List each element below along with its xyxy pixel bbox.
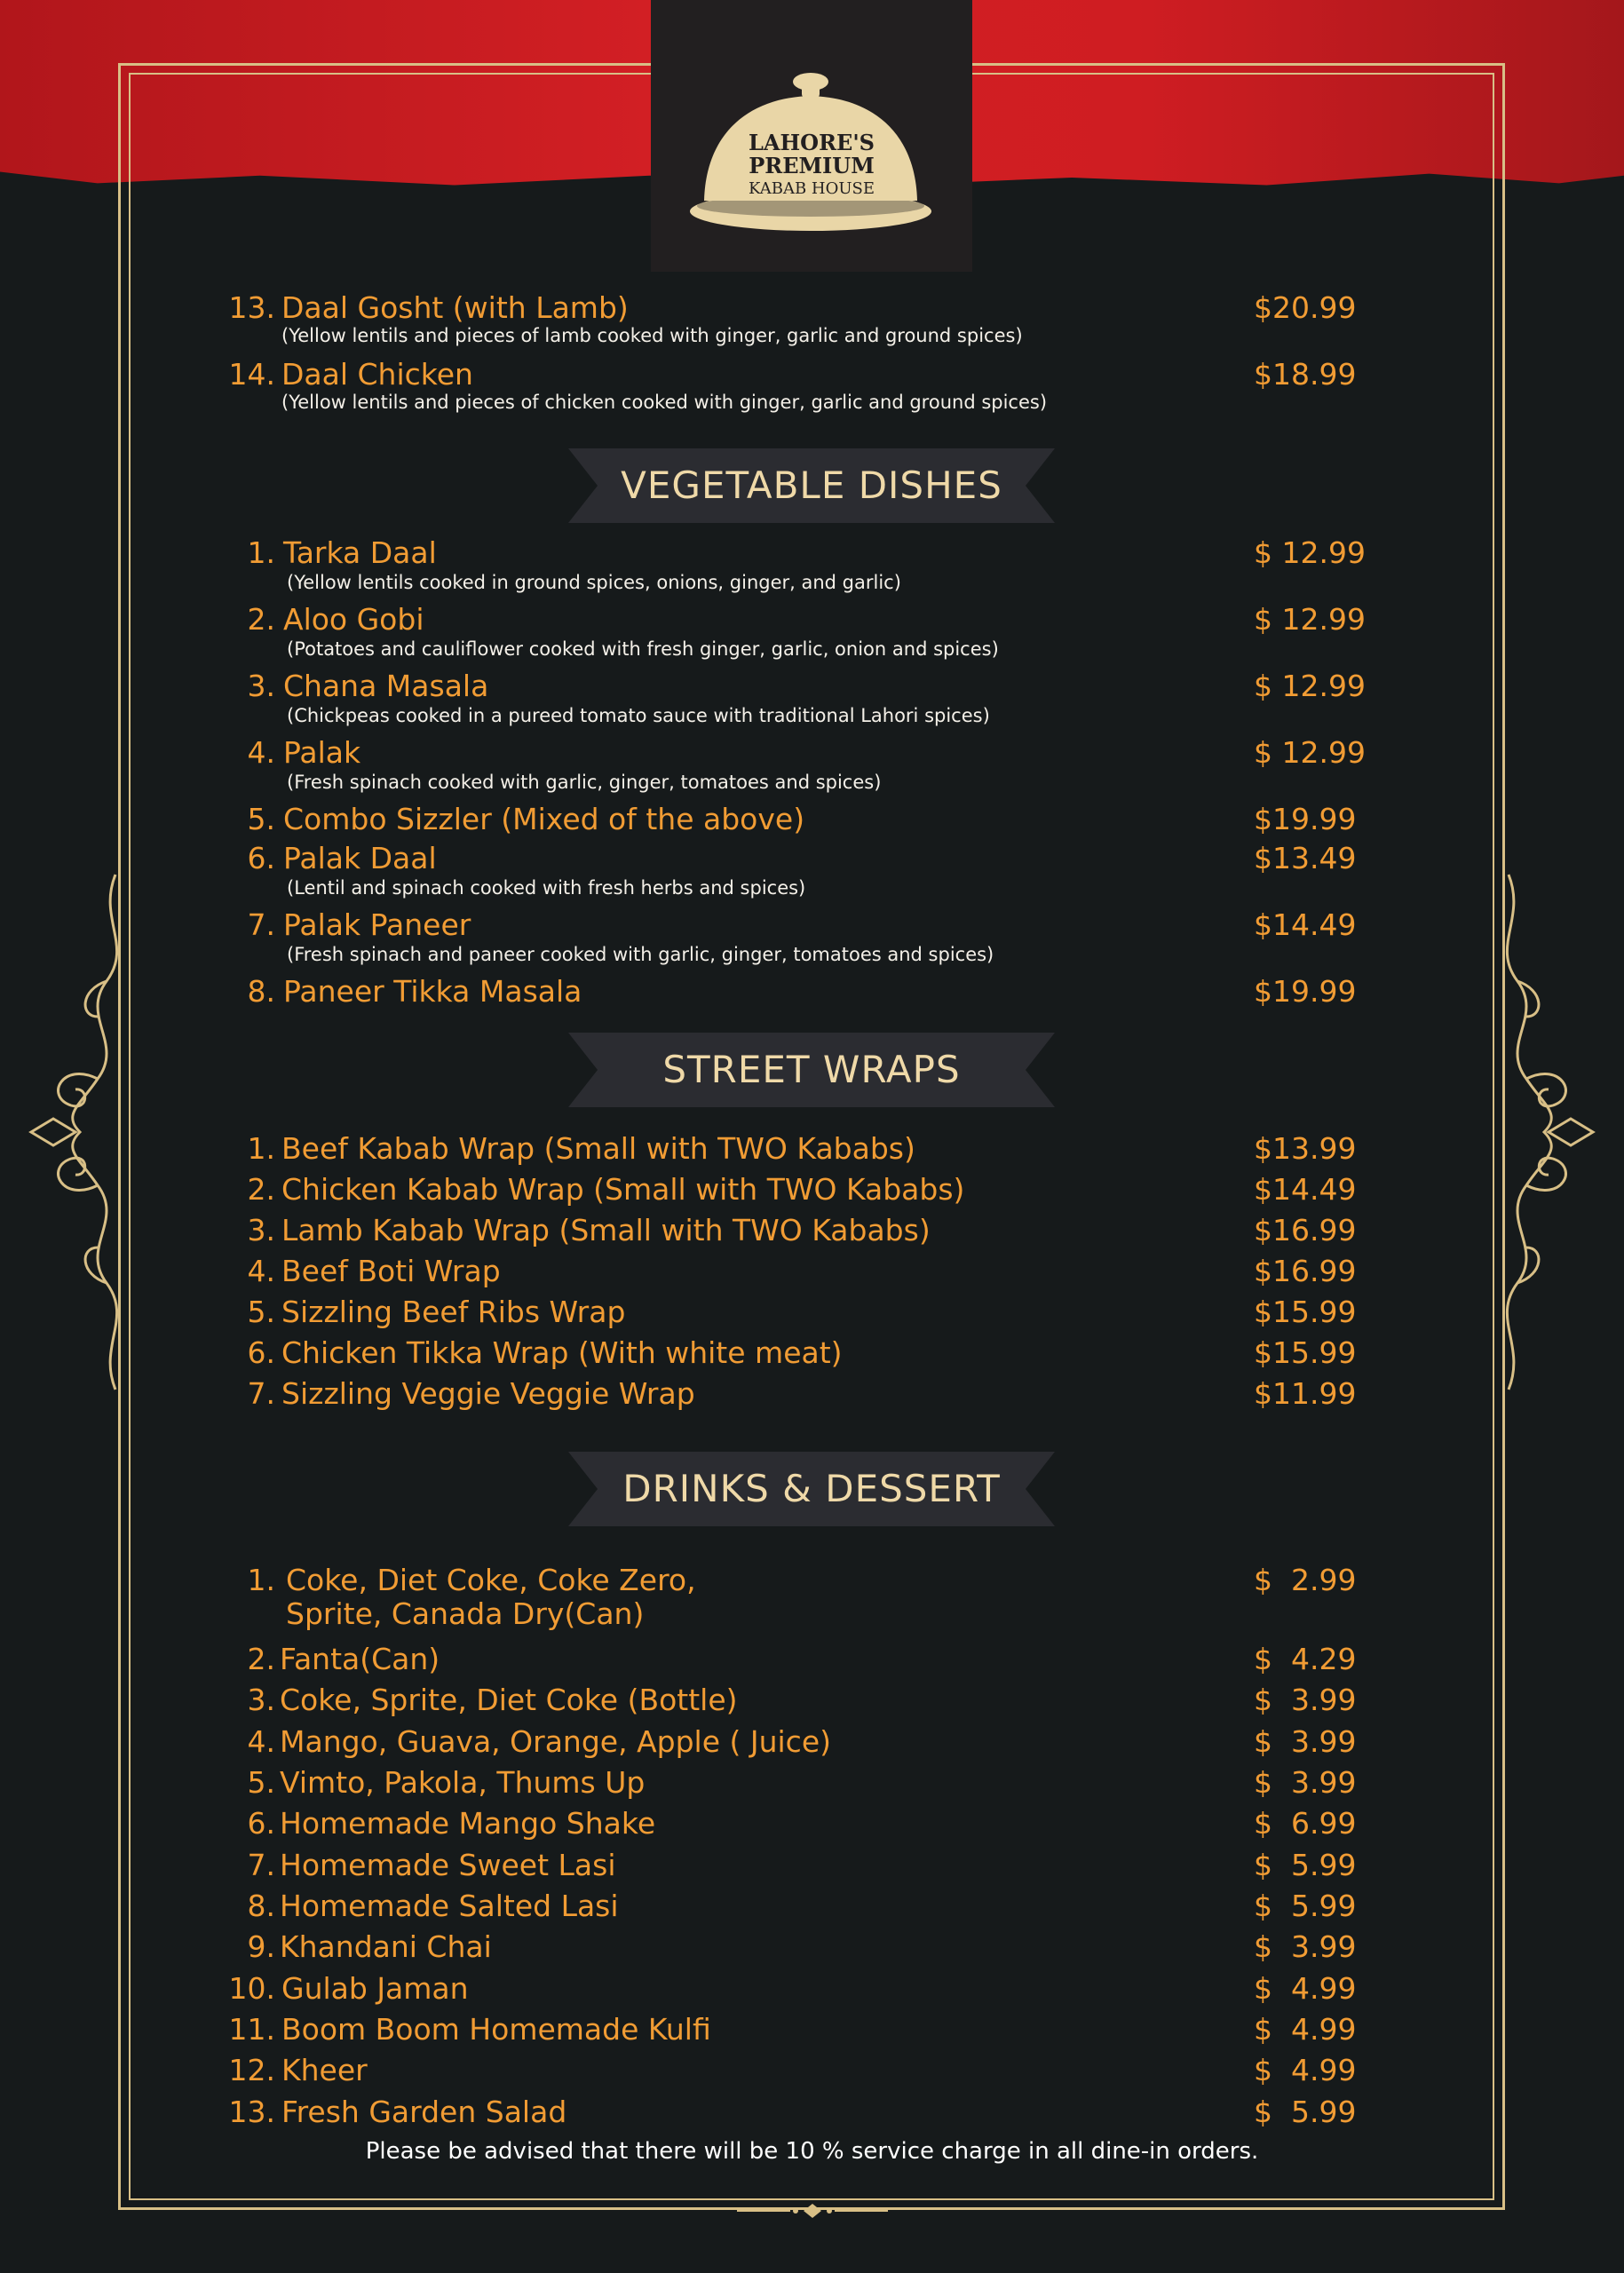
item-price: $ 4.99 <box>1254 1971 1357 2006</box>
item-price: $ 4.99 <box>1254 2053 1357 2087</box>
item-price: $ 2.99 <box>1254 1563 1357 1597</box>
item-number: 12. <box>228 2053 275 2087</box>
item-name: Palak Daal <box>283 841 437 875</box>
item-number: 7. <box>247 907 275 942</box>
item-number: 13. <box>228 290 275 325</box>
section-banner-drinks <box>568 1452 1055 1526</box>
item-price: $ 3.99 <box>1254 1929 1357 1964</box>
item-name: Tarka Daal <box>283 535 437 570</box>
item-name: Gulab Jaman <box>281 1971 469 2006</box>
list-item <box>0 667 1624 726</box>
item-name: Sizzling Veggie Veggie Wrap <box>281 1376 695 1411</box>
item-name: Beef Boti Wrap <box>281 1254 501 1288</box>
item-price: $ 3.99 <box>1254 1765 1357 1800</box>
item-number: 2. <box>247 1172 275 1207</box>
item-name: Beef Kabab Wrap (Small with TWO Kababs) <box>281 1131 915 1166</box>
item-price: $ 4.99 <box>1254 2012 1357 2047</box>
item-price: $ 12.99 <box>1254 535 1366 570</box>
item-name: Coke, Sprite, Diet Coke (Bottle) <box>280 1683 738 1717</box>
item-price: $ 12.99 <box>1254 602 1366 637</box>
item-name: Fresh Garden Salad <box>281 2095 567 2129</box>
item-price: $13.99 <box>1254 1131 1357 1166</box>
item-price: $ 12.99 <box>1254 669 1366 703</box>
item-price: $20.99 <box>1254 290 1357 325</box>
item-name: Chicken Kabab Wrap (Small with TWO Kababs) <box>281 1172 965 1207</box>
list-item <box>0 1804 1624 1847</box>
item-name: Homemade Mango Shake <box>280 1806 656 1841</box>
list-item <box>0 2051 1624 2094</box>
list-item <box>0 1252 1624 1295</box>
item-name: Palak Paneer <box>283 907 471 942</box>
item-name: Homemade Sweet Lasi <box>280 1848 616 1882</box>
item-name-continued: Sprite, Canada Dry(Can) <box>286 1596 645 1631</box>
item-number: 2. <box>247 602 275 637</box>
item-number: 6. <box>247 1806 275 1841</box>
item-number: 3. <box>247 669 275 703</box>
section-title: STREET WRAPS <box>662 1048 961 1091</box>
section-title: VEGETABLE DISHES <box>621 463 1002 507</box>
list-item <box>0 1170 1624 1213</box>
section-banner-vegetable <box>568 448 1055 523</box>
item-number: 1. <box>247 1131 275 1166</box>
list-item <box>0 1211 1624 1254</box>
item-price: $11.99 <box>1254 1376 1357 1411</box>
list-item <box>0 839 1624 899</box>
item-description: (Chickpeas cooked in a pureed tomato sauce with traditional Lahori spices) <box>287 705 990 726</box>
item-description: (Fresh spinach and paneer cooked with garlic, ginger, tomatoes and spices) <box>287 944 994 965</box>
list-item <box>0 1723 1624 1765</box>
item-price: $ 6.99 <box>1254 1806 1357 1841</box>
item-name: Aloo Gobi <box>283 602 424 637</box>
item-name: Boom Boom Homemade Kulfi <box>281 2012 711 2047</box>
item-description: (Yellow lentils and pieces of lamb cooked with ginger, garlic and ground spices) <box>281 325 1023 346</box>
item-name: Coke, Diet Coke, Coke Zero, <box>286 1563 696 1597</box>
list-item <box>0 355 1624 413</box>
item-number: 3. <box>247 1683 275 1717</box>
list-item <box>0 1887 1624 1929</box>
logo-panel <box>651 0 972 272</box>
item-price: $ 3.99 <box>1254 1683 1357 1717</box>
item-description: (Potatoes and cauliflower cooked with fresh ginger, garlic, onion and spices) <box>287 638 999 660</box>
section-banner-wraps <box>568 1033 1055 1107</box>
item-name: Homemade Salted Lasi <box>280 1889 619 1923</box>
item-name: Combo Sizzler (Mixed of the above) <box>283 802 805 836</box>
item-price: $ 12.99 <box>1254 735 1366 770</box>
list-item <box>0 1928 1624 1970</box>
item-number: 5. <box>247 1765 275 1800</box>
list-item <box>0 1681 1624 1723</box>
bottom-diamond-ornament <box>737 2200 888 2222</box>
item-name: Daal Gosht (with Lamb) <box>281 290 629 325</box>
item-price: $14.49 <box>1254 1172 1357 1207</box>
list-item <box>0 733 1624 793</box>
item-price: $ 5.99 <box>1254 1848 1357 1882</box>
list-item <box>0 1293 1624 1335</box>
item-price: $ 3.99 <box>1254 1724 1357 1759</box>
list-item <box>0 1129 1624 1172</box>
list-item <box>0 1640 1624 1683</box>
list-item <box>0 1846 1624 1889</box>
item-price: $ 4.29 <box>1254 1642 1357 1676</box>
list-item <box>0 1561 1624 1632</box>
list-item <box>0 800 1624 843</box>
item-price: $ 5.99 <box>1254 1889 1357 1923</box>
service-charge-note: Please be advised that there will be 10 % service charge in all dine-in orders. <box>365 2138 1259 2165</box>
item-price: $16.99 <box>1254 1213 1357 1247</box>
item-price: $ 5.99 <box>1254 2095 1357 2129</box>
item-name: Chana Masala <box>283 669 489 703</box>
item-price: $19.99 <box>1254 802 1357 836</box>
list-item <box>0 1334 1624 1376</box>
item-name: Khandani Chai <box>280 1929 492 1964</box>
list-item <box>0 1763 1624 1806</box>
item-name: Chicken Tikka Wrap (With white meat) <box>281 1335 843 1370</box>
logo-text-line1: LAHORE'S <box>749 130 875 155</box>
list-item <box>0 2093 1624 2135</box>
item-price: $18.99 <box>1254 357 1357 392</box>
list-item <box>0 1374 1624 1417</box>
item-price: $15.99 <box>1254 1335 1357 1370</box>
item-name: Mango, Guava, Orange, Apple ( Juice) <box>280 1724 832 1759</box>
item-number: 1. <box>247 535 275 570</box>
item-number: 7. <box>247 1848 275 1882</box>
list-item <box>0 600 1624 660</box>
item-price: $13.49 <box>1254 841 1357 875</box>
item-description: (Lentil and spinach cooked with fresh herbs and spices) <box>287 877 806 899</box>
item-number: 2. <box>247 1642 275 1676</box>
item-number: 4. <box>247 1254 275 1288</box>
item-number: 14. <box>228 357 275 392</box>
item-price: $19.99 <box>1254 974 1357 1009</box>
item-description: (Yellow lentils and pieces of chicken cooked with ginger, garlic and ground spices) <box>281 392 1048 413</box>
item-description: (Yellow lentils cooked in ground spices, onions, ginger, and garlic) <box>287 572 901 593</box>
item-name: Vimto, Pakola, Thums Up <box>280 1765 646 1800</box>
item-price: $14.49 <box>1254 907 1357 942</box>
item-number: 5. <box>247 1295 275 1329</box>
list-item <box>0 534 1624 593</box>
item-number: 1. <box>247 1563 275 1597</box>
item-price: $15.99 <box>1254 1295 1357 1329</box>
list-item <box>0 289 1624 346</box>
item-number: 13. <box>228 2095 275 2129</box>
item-name: Lamb Kabab Wrap (Small with TWO Kababs) <box>281 1213 931 1247</box>
item-name: Fanta(Can) <box>280 1642 440 1676</box>
item-number: 11. <box>228 2012 275 2047</box>
item-name: Paneer Tikka Masala <box>283 974 582 1009</box>
item-name: Daal Chicken <box>281 357 473 392</box>
item-number: 7. <box>247 1376 275 1411</box>
item-number: 6. <box>247 1335 275 1370</box>
item-number: 8. <box>247 1889 275 1923</box>
section-title: DRINKS & DESSERT <box>622 1467 1001 1510</box>
item-number: 3. <box>247 1213 275 1247</box>
item-number: 4. <box>247 1724 275 1759</box>
logo-text-line3: KABAB HOUSE <box>749 179 875 198</box>
list-item <box>0 2010 1624 2053</box>
item-number: 8. <box>247 974 275 1009</box>
item-number: 10. <box>228 1971 275 2006</box>
item-name: Kheer <box>281 2053 368 2087</box>
list-item <box>0 972 1624 1015</box>
item-description: (Fresh spinach cooked with garlic, ginger, tomatoes and spices) <box>287 772 882 793</box>
item-number: 5. <box>247 802 275 836</box>
item-name: Sizzling Beef Ribs Wrap <box>281 1295 626 1329</box>
item-number: 6. <box>247 841 275 875</box>
item-number: 9. <box>247 1929 275 1964</box>
item-name: Palak <box>283 735 361 770</box>
list-item <box>0 1969 1624 2012</box>
list-item <box>0 906 1624 965</box>
logo-text-line2: PREMIUM <box>749 153 875 178</box>
item-price: $16.99 <box>1254 1254 1357 1288</box>
item-number: 4. <box>247 735 275 770</box>
